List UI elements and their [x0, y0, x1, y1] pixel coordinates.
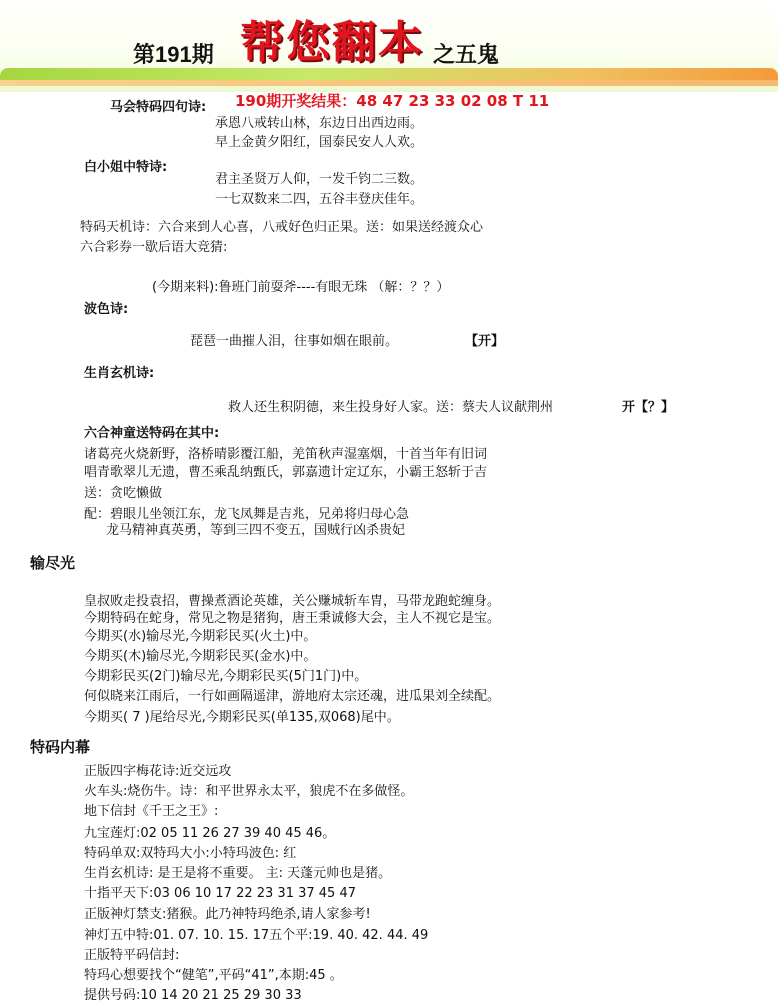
sec8-line-6: 生肖玄机诗: 是王是将不重要。 主: 天蓬元帅也是猪。	[84, 866, 392, 881]
issue-number: 第191期	[133, 42, 214, 67]
sec8-line-12: 提供号码:10 14 20 21 25 29 30 33	[84, 988, 302, 1003]
sec4-label: 波色诗:	[84, 302, 129, 317]
sec8-line-1: 正版四字梅花诗:近交远攻	[84, 764, 232, 779]
sec7-line-6: 何似晓来江雨后，一行如画隔遥津，游地府太宗还魂，进瓜果刘全续配。	[84, 689, 501, 704]
sec8-title: 特码内幕	[30, 738, 91, 756]
sec6-send: 送：贪吃懒做	[84, 486, 163, 501]
sec3-line-2: 六合彩券一歇后语大竞猜:	[80, 240, 228, 255]
sec5-label: 生肖玄机诗:	[84, 366, 155, 381]
sec2-label: 白小姐中特诗:	[84, 160, 168, 175]
sec6-pei-2: 龙马精神真英勇，等到三四不变五，国贼行凶杀贵妃	[106, 523, 406, 538]
sec4-tag: 【开】	[465, 334, 505, 349]
sec1-label: 马会特码四句诗:	[110, 100, 207, 115]
sec6-label: 六合神童送特码在其中:	[84, 426, 220, 441]
sec7-title: 输尽光	[30, 554, 76, 572]
sec8-line-7: 十指平天下:03 06 10 17 22 23 31 37 45 47	[84, 886, 356, 901]
sec8-line-9: 神灯五中特:01. 07. 10. 15. 17五个平:19. 40. 42. 44. 49	[84, 928, 429, 943]
sec8-line-10: 正版特平码信封:	[84, 948, 180, 963]
sec7-line-4: 今期买(木)输尽光,今期彩民买(金水)中。	[84, 649, 317, 664]
sec8-line-8: 正版神灯禁支:猪猴。此乃神特玛绝杀,请人家参考!	[84, 907, 371, 922]
sec3-riddle: (今期来料):鲁班门前耍斧----有眼无珠 （解：？？）	[152, 280, 450, 295]
brand-title: 帮您翻本	[240, 17, 424, 68]
sec4-line: 琵琶一曲摧人泪，往事如烟在眼前。	[190, 334, 399, 349]
sec7-line-2: 今期特码在蛇身，常见之物是猪狗，唐王秉诚修大会，主人不视它是宝。	[84, 611, 501, 626]
sec3-line-1: 特码天机诗：六合来到人心喜，八戒好色归正果。送：如果送经渡众心	[80, 220, 484, 235]
brand-subtitle: 之五鬼	[433, 42, 500, 68]
sec8-line-4: 九宝莲灯:02 05 11 26 27 39 40 45 46。	[84, 826, 336, 841]
sec8-line-2: 火车头:烧伤牛。诗：和平世界永太平，狼虎不在多做怪。	[84, 784, 414, 799]
sec5-tag: 开【？】	[622, 400, 675, 415]
banner-stripe-lower	[0, 80, 778, 86]
draw-result: 190期开奖结果：48 47 23 33 02 08 T 11	[235, 92, 550, 110]
sec1-line-2: 早上金黄夕阳红，国泰民安人人欢。	[215, 135, 424, 150]
sec7-line-3: 今期买(水)输尽光,今期彩民买(火土)中。	[84, 629, 317, 644]
sec1-line-1: 承恩八戒转山林，东边日出西边雨。	[215, 116, 424, 131]
sec6-line-2: 唱青歌翠儿无遗，曹丕乘乱纳甄氏，郭嘉遗计定辽东，小霸王怒斩于吉	[84, 465, 488, 480]
sec2-line-2: 一七双数来二四，五谷丰登庆佳年。	[215, 192, 424, 207]
sec2-line-1: 君主圣贤万人仰，一发千钧二三数。	[215, 172, 424, 187]
sec8-line-5: 特码单双:双特玛大小:小特玛波色: 红	[84, 846, 297, 861]
sec7-line-7: 今期买( 7 )尾给尽光,今期彩民买(单135,双068)尾中。	[84, 710, 400, 725]
sec6-pei-1: 配：碧眼儿坐领江东，龙飞凤舞是吉兆，兄弟将归母心急	[84, 507, 410, 522]
sec7-line-1: 皇叔败走投袁招，曹操煮酒论英雄，关公赚城斩车胄，马带龙跑蛇缠身。	[84, 594, 501, 609]
sec5-line: 救人还生积阴德，来生投身好人家。送：蔡夫人议献荆州	[228, 400, 554, 415]
sec6-line-1: 诸葛亮火烧新野，洛桥晴影覆江船，羌笛秋声湿塞烟，十首当年有旧词	[84, 447, 488, 462]
sec8-line-3: 地下信封《千王之王》:	[84, 804, 219, 819]
sec7-line-5: 今期彩民买(2门)输尽光,今期彩民买(5门1门)中。	[84, 669, 368, 684]
sec8-line-11: 特玛心想要找个“健笔”,平码“41”,本期:45 。	[84, 968, 343, 983]
